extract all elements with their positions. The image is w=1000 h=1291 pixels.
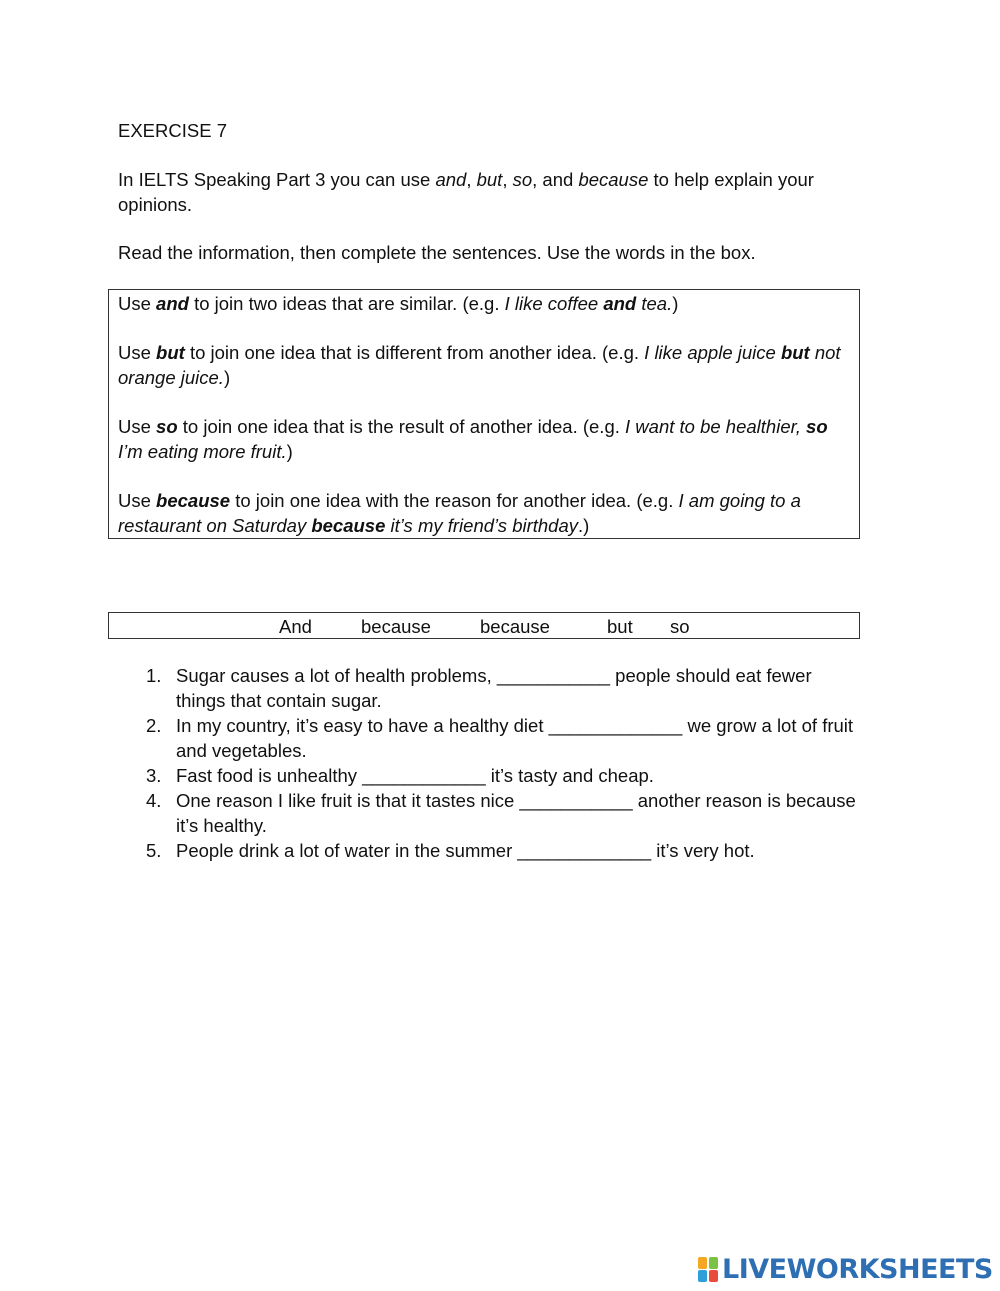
question-item xyxy=(146,788,866,838)
logo-mark-icon xyxy=(698,1257,720,1283)
question-number: 4. xyxy=(146,790,162,811)
question-text: People drink a lot of water in the summer _____________ it’s very hot. xyxy=(176,840,755,861)
question-number: 2. xyxy=(146,715,162,736)
word-box-item: And xyxy=(279,616,312,637)
question-item xyxy=(146,763,866,788)
rule-because: Use because to join one idea with the reason for another idea. (e.g. I am going to a restaurant on Saturday because it’s my friend’s birthday.) xyxy=(118,490,801,536)
question-item xyxy=(146,838,866,863)
liveworksheets-logo xyxy=(698,1255,993,1285)
logo-mark-tile xyxy=(698,1257,707,1269)
logo-mark-tile xyxy=(709,1270,718,1282)
rule-so: Use so to join one idea that is the result of another idea. (e.g. I want to be healthier, so I’m eating more fruit.) xyxy=(118,416,828,462)
question-number: 5. xyxy=(146,840,162,861)
intro-paragraph: In IELTS Speaking Part 3 you can use and, but, so, and because to help explain your opinions. xyxy=(118,169,814,215)
question-text: One reason I like fruit is that it tastes nice ___________ another reason is because it’s healthy. xyxy=(176,790,856,836)
logo-text: LIVEWORKSHEETS xyxy=(722,1254,993,1285)
instruction-text: Read the information, then complete the sentences. Use the words in the box. xyxy=(118,242,756,263)
question-text: In my country, it’s easy to have a healthy diet _____________ we grow a lot of fruit and vegetables. xyxy=(176,715,854,761)
word-box xyxy=(108,612,860,639)
question-number: 1. xyxy=(146,665,162,686)
rules-box xyxy=(108,289,860,539)
question-number: 3. xyxy=(146,765,162,786)
exercise-title: EXERCISE 7 xyxy=(118,120,227,141)
question-list xyxy=(146,663,866,863)
word-box-item: but xyxy=(607,616,633,637)
question-item xyxy=(146,663,866,713)
question-item xyxy=(146,713,866,763)
word-box-item: because xyxy=(480,616,550,637)
logo-mark-tile xyxy=(698,1270,707,1282)
rule-but: Use but to join one idea that is different from another idea. (e.g. I like apple juice but not orange juice.) xyxy=(118,342,841,388)
question-text: Fast food is unhealthy ____________ it’s tasty and cheap. xyxy=(176,765,654,786)
word-box-item: so xyxy=(670,616,690,637)
logo-mark-tile xyxy=(709,1257,718,1269)
question-text: Sugar causes a lot of health problems, ___________ people should eat fewer things that contain sugar. xyxy=(176,665,812,711)
word-box-item: because xyxy=(361,616,431,637)
rule-and: Use and to join two ideas that are similar. (e.g. I like coffee and tea.) xyxy=(118,293,679,314)
